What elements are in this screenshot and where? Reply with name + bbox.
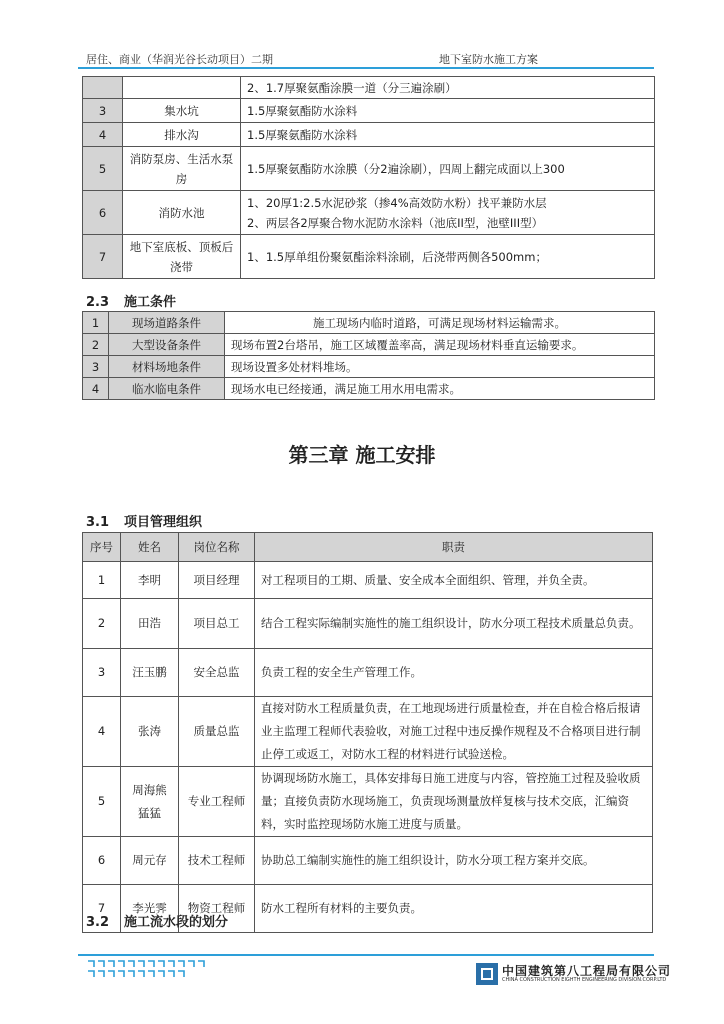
- construction-conditions-table: [82, 311, 655, 400]
- header-project: 居住、商业（华润光谷长动项目）二期: [86, 53, 273, 66]
- company-name-cn: 中国建筑第八工程局有限公司: [502, 964, 672, 978]
- row-number: 4: [83, 697, 121, 767]
- condition-desc: 施工现场内临时道路，可满足现场材料运输需求。: [225, 312, 655, 334]
- row-number: 1: [83, 562, 121, 599]
- person-name: 汪玉鹏: [121, 649, 179, 697]
- spec-cell: 1、1.5厚单组份聚氨酯涂料涂刷，后浇带两侧各500mm；: [241, 235, 655, 279]
- table-row: [83, 649, 653, 697]
- row-number: 3: [83, 649, 121, 697]
- location-cell: 消防水池: [123, 191, 241, 235]
- table-row: [83, 697, 653, 767]
- col-header-duty: 职责: [255, 533, 653, 562]
- row-number: 3: [83, 99, 123, 123]
- post-name: 安全总监: [179, 649, 255, 697]
- row-number: 4: [83, 123, 123, 147]
- col-header-no: 序号: [83, 533, 121, 562]
- condition-desc: 现场水电已经接通，满足施工用水用电需求。: [225, 378, 655, 400]
- section-heading-2-3: [86, 291, 176, 310]
- spec-line: 1、20厚1:2.5水泥砂浆（掺4%高效防水粉）找平兼防水层: [247, 195, 547, 210]
- duty-cell: 直接对防水工程质量负责，在工地现场进行质量检查，并在自检合格后报请业主监理工程师代表验收，对施工过程中违反操作规程及不合格项目进行制止停工或返工，对防水工程的材料进行试验送检。: [255, 697, 653, 767]
- person-name: 田浩: [121, 599, 179, 649]
- row-number: 7: [83, 235, 123, 279]
- table-row: [83, 562, 653, 599]
- condition-item: 大型设备条件: [109, 334, 225, 356]
- duty-cell: 协调现场防水施工，具体安排每日施工进度与内容，管控施工过程及验收质量；直接负责防水现场施工，负责现场测量放样复核与技术交底，汇编资料，实时监控现场防水施工进度与质量。: [255, 767, 653, 837]
- table-row: [83, 147, 655, 191]
- table-header-row: [83, 533, 653, 562]
- row-number: 3: [83, 356, 109, 378]
- row-number: 1: [83, 312, 109, 334]
- row-number: 6: [83, 191, 123, 235]
- section-title: 项目管理组织: [124, 515, 203, 530]
- location-cell: 集水坑: [123, 99, 241, 123]
- condition-item: 临水临电条件: [109, 378, 225, 400]
- table-row: [83, 312, 655, 334]
- table-row: [83, 123, 655, 147]
- condition-item: 现场道路条件: [109, 312, 225, 334]
- post-name: 质量总监: [179, 697, 255, 767]
- row-number: 5: [83, 767, 121, 837]
- location-cell: [123, 77, 241, 99]
- footer-rule: [78, 954, 654, 956]
- post-name: 项目经理: [179, 562, 255, 599]
- table-row: [83, 334, 655, 356]
- page-header: [78, 50, 646, 68]
- section-title: 施工流水段的划分: [124, 915, 229, 930]
- location-cell: 消防泵房、生活水泵房: [123, 147, 241, 191]
- post-name: 项目总工: [179, 599, 255, 649]
- duty-cell: 协助总工编制实施性的施工组织设计，防水分项工程方案并交底。: [255, 837, 653, 885]
- table-row: [83, 837, 653, 885]
- footer-pattern-icon: [86, 957, 214, 981]
- person-name: 周海熊猛猛: [121, 767, 179, 837]
- row-number: [83, 77, 123, 99]
- condition-desc: 现场布置2台塔吊，施工区域覆盖率高，满足现场材料垂直运输要求。: [225, 334, 655, 356]
- post-name: 物资工程师: [179, 885, 255, 933]
- col-header-post: 岗位名称: [179, 533, 255, 562]
- spec-line: 2、两层各2厚聚合物水泥防水涂料（池底II型，池壁III型）: [247, 215, 544, 230]
- waterproof-spec-table: [82, 76, 655, 279]
- duty-cell: 对工程项目的工期、质量、安全成本全面组织、管理，并负全责。: [255, 562, 653, 599]
- person-name: 李明: [121, 562, 179, 599]
- person-name: 张涛: [121, 697, 179, 767]
- row-number: 7: [83, 885, 121, 933]
- spec-cell: 1.5厚聚氨酯防水涂膜（分2遍涂刷），四周上翻完成面以上300: [241, 147, 655, 191]
- table-row: [83, 599, 653, 649]
- post-name: 技术工程师: [179, 837, 255, 885]
- section-number: 3.2: [86, 915, 110, 930]
- table-row: [83, 767, 653, 837]
- table-row: [83, 235, 655, 279]
- chapter-title: 第三章 施工安排: [288, 443, 436, 467]
- row-number: 4: [83, 378, 109, 400]
- location-cell: 地下室底板、顶板后浇带: [123, 235, 241, 279]
- post-name: 专业工程师: [179, 767, 255, 837]
- management-org-table: [82, 532, 653, 933]
- header-rule: [78, 67, 654, 69]
- condition-desc: 现场设置多处材料堆场。: [225, 356, 655, 378]
- duty-cell: 结合工程实际编制实施性的施工组织设计，防水分项工程技术质量总负责。: [255, 599, 653, 649]
- header-doc-title: 地下室防水施工方案: [439, 53, 538, 66]
- row-number: 2: [83, 334, 109, 356]
- row-number: 6: [83, 837, 121, 885]
- condition-item: 材料场地条件: [109, 356, 225, 378]
- company-logo: [476, 963, 672, 985]
- spec-cell: 1.5厚聚氨酯防水涂料: [241, 123, 655, 147]
- company-logo-icon: [476, 963, 498, 985]
- col-header-name: 姓名: [121, 533, 179, 562]
- person-name: 李光霁: [121, 885, 179, 933]
- spec-cell: 1.5厚聚氨酯防水涂料: [241, 99, 655, 123]
- duty-cell: 防水工程所有材料的主要负责。: [255, 885, 653, 933]
- section-number: 2.3: [86, 295, 110, 310]
- section-title: 施工条件: [124, 295, 177, 310]
- spec-cell: [241, 191, 655, 235]
- section-number: 3.1: [86, 515, 110, 530]
- section-heading-3-1: [86, 511, 202, 530]
- spec-cell: 2、1.7厚聚氨酯涂膜一道（分三遍涂刷）: [241, 77, 655, 99]
- row-number: 5: [83, 147, 123, 191]
- table-row: [83, 378, 655, 400]
- section-heading-3-2: [86, 911, 228, 930]
- table-row: [83, 99, 655, 123]
- row-number: 2: [83, 599, 121, 649]
- location-cell: 排水沟: [123, 123, 241, 147]
- person-name: 周元存: [121, 837, 179, 885]
- table-row: [83, 356, 655, 378]
- table-row: [83, 77, 655, 99]
- company-name-en: CHINA CONSTRUCTION EIGHTH ENGINEERING DIVISION.CORP.LTD: [502, 977, 667, 983]
- table-row: [83, 191, 655, 235]
- duty-cell: 负责工程的安全生产管理工作。: [255, 649, 653, 697]
